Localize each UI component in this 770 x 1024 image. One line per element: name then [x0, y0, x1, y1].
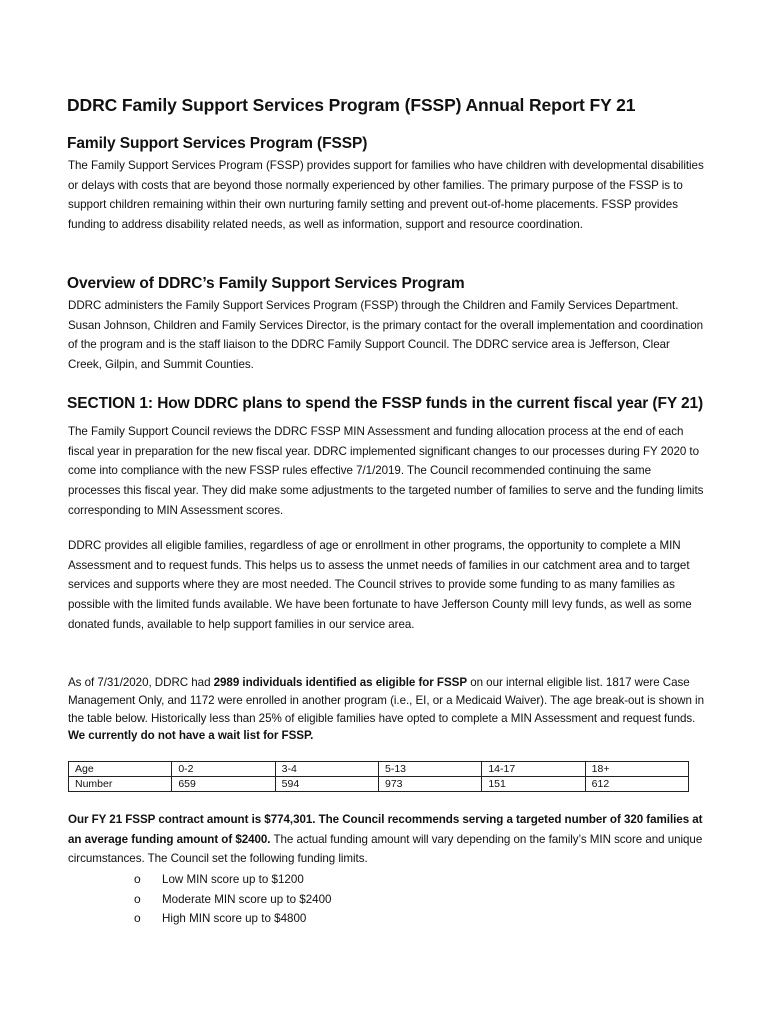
heading-fssp: Family Support Services Program (FSSP) — [67, 135, 368, 152]
paragraph-fssp-description: The Family Support Services Program (FSSP) provides support for families who have children with developmental disabilities or delays with costs that are beyond those normally experienced by other families. The primary purpose of the FSSP is to support children remaining within their own nurturing family setting and prevent out-of-home placements. FSSP provides funding to address disability related needs, as well as information, support and resource coordination. — [68, 159, 704, 232]
paragraph-eligible-families: DDRC provides all eligible families, regardless of age or enrollment in other programs, the opportunity to complete a MIN Assessment and to request funds. This helps us to assess the unmet needs of families in our catchment area and to target services and supports where they are most needed. The Council strives to provide some funding to as many families as possible with the limited funds available. We have been fortunate to have Jefferson County mill levy funds, as well as some donated funds, available to help support families in our service area. — [68, 539, 692, 631]
table-cell: 659 — [172, 777, 275, 792]
table-row — [69, 777, 689, 792]
list-item — [130, 890, 332, 910]
table-cell: 612 — [585, 777, 688, 792]
heading-section-1: SECTION 1: How DDRC plans to spend the FSSP funds in the current fiscal year (FY 21) — [67, 395, 704, 412]
funding-limits-list — [130, 870, 332, 929]
age-breakout-table — [68, 761, 689, 792]
funding-limit-low: Low MIN score up to $1200 — [162, 873, 304, 886]
table-row — [69, 762, 689, 777]
eligibility-count-bold: 2989 individuals identified as eligible for FSSP — [213, 676, 468, 689]
table-cell: 3-4 — [275, 762, 378, 777]
bullet-marker: o — [134, 911, 141, 925]
table-cell: 18+ — [585, 762, 688, 777]
table-cell: 594 — [275, 777, 378, 792]
heading-overview: Overview of DDRC’s Family Support Services Program — [67, 275, 465, 292]
table-cell: 973 — [378, 777, 481, 792]
bullet-marker: o — [134, 891, 141, 906]
contract-amount-rest: The actual funding amount will vary depending on the family’s MIN score and unique circumstances. The Council set the following funding limits. — [68, 832, 703, 866]
table-cell: 5-13 — [378, 762, 481, 777]
table-cell: 0-2 — [172, 762, 275, 777]
list-item — [130, 870, 332, 890]
table-cell: Age — [69, 762, 172, 777]
list-item — [130, 909, 332, 929]
wait-list-statement: We currently do not have a wait list for FSSP. — [68, 729, 314, 743]
paragraph-contract-amount — [68, 810, 704, 869]
bullet-marker: o — [134, 872, 141, 886]
eligibility-text-c: on our internal eligible list. 1817 were Case Management Only, and 1172 were enrolled in another program (i.e., EI, or a Medicaid Waiver). The age break-out is shown in the table below. Historically less than 25% of eligible families have opted to complete a MIN Assessment and request funds. — [68, 676, 704, 725]
funding-limit-moderate: Moderate MIN score up to $2400 — [162, 892, 332, 906]
table-cell: Number — [69, 777, 172, 792]
paragraph-eligibility-stats — [68, 674, 704, 745]
report-title: DDRC Family Support Services Program (FSSP) Annual Report FY 21 — [67, 95, 636, 115]
table-cell: 14-17 — [482, 762, 585, 777]
table-cell: 151 — [482, 777, 585, 792]
contract-amount-bold: Our FY 21 FSSP contract amount is $774,301. The Council recommends serving a targeted number of 320 families at an average funding amount of $2400. — [68, 813, 703, 846]
eligibility-text-a: As of 7/31/2020, DDRC had — [68, 676, 214, 689]
funding-limit-high: High MIN score up to $4800 — [162, 912, 307, 925]
paragraph-council-review: The Family Support Council reviews the DDRC FSSP MIN Assessment and funding allocation process at the end of each fiscal year in preparation for the new fiscal year. DDRC implemented significant changes to our processes during FY 2020 to come into compliance with the new FSSP rules effective 7/1/2019. The Council recommended continuing the same processes this fiscal year. They did make some adjustments to the targeted number of families to serve and the funding limits corresponding to MIN Assessment scores. — [68, 425, 704, 517]
paragraph-overview: DDRC administers the Family Support Services Program (FSSP) through the Children and Family Services Department. Susan Johnson, Children and Family Services Director, is the primary contact for the overall implementation and coordination of the program and is the staff liaison to the DDRC Family Support Council. The DDRC service area is Jefferson, Clear Creek, Gilpin, and Summit Counties. — [68, 299, 703, 372]
